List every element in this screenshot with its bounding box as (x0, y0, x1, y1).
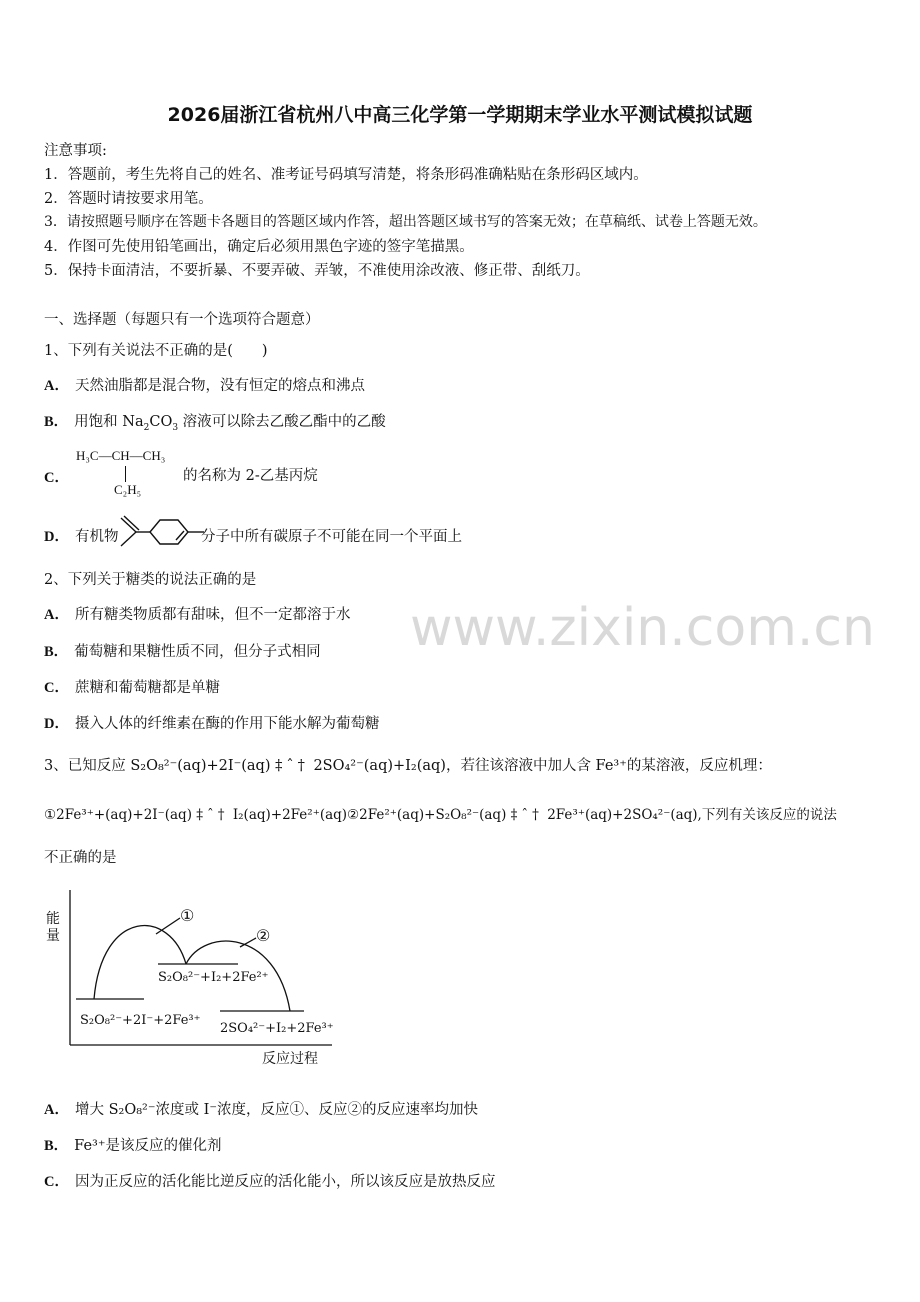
pointer-line-1 (156, 918, 180, 934)
q1-option-b: B． 用饱和 $Na_2CO_3$ 溶液可以除去乙酸乙酯中的乙酸 (44, 414, 386, 433)
curve-reaction-1 (94, 926, 186, 999)
energy-diagram (44, 888, 344, 1068)
q1-option-d: D． 有机物 (44, 529, 119, 545)
q3-mechanism: ①2Fe³⁺+(aq)+2I⁻(aq) ‡ˆ† I₂(aq)+2Fe²⁺(aq)②2Fe²⁺(aq)+S₂O₈²⁻(aq) ‡ˆ† 2Fe³⁺(aq)+2SO₄²⁻(aq),下列有关该反应的说法 (44, 807, 837, 823)
peak-label-2: ② (256, 926, 271, 945)
q2-option-b: B． 葡萄糖和果糖性质不同，但分子式相同 (44, 644, 321, 660)
q3-stem-end: 不正确的是 (44, 850, 117, 866)
structural-formula-top: H₃C—CH—CH₃ (76, 448, 166, 463)
intermediate-state-label: S₂O₈²⁻+I₂+2Fe²⁺ (158, 970, 269, 985)
bond-line (125, 466, 126, 482)
notice-item: 4．作图可先使用铅笔画出，确定后必须用黑色字迹的签字笔描黑。 (44, 239, 474, 255)
section-heading: 一、选择题（每题只有一个选项符合题意） (44, 312, 320, 328)
q2-stem: 2、下列关于糖类的说法正确的是 (44, 572, 257, 588)
structural-formula-bottom: C₂H₅ (114, 482, 142, 497)
q1-stem: 1、下列有关说法不正确的是( ) (44, 343, 268, 359)
y-axis-label-2: 量 (46, 928, 60, 944)
notice-item: 2．答题时请按要求用笔。 (44, 191, 213, 207)
q1-option-a: A． 天然油脂都是混合物，没有恒定的熔点和沸点 (44, 378, 365, 394)
notice-heading: 注意事项: (44, 143, 107, 159)
q2-option-a: A． 所有糖类物质都有甜味，但不一定都溶于水 (44, 607, 351, 623)
notice-item: 3．请按照题号顺序在答题卡各题目的答题区域内作答，超出答题区域书写的答案无效；在草稿纸、试卷上答题无效。 (44, 214, 767, 230)
cyclohexene-molecule-image (118, 514, 206, 550)
start-state-label: S₂O₈²⁻+2I⁻+2Fe³⁺ (80, 1013, 201, 1028)
q3-option-b: B． Fe³⁺是该反应的催化剂 (44, 1138, 222, 1154)
q3-stem: 3、已知反应 S₂O₈²⁻(aq)+2I⁻(aq) ‡ˆ† 2SO₄²⁻(aq)+I₂(aq)，若往该溶液中加人含 Fe³⁺的某溶液，反应机理： (44, 758, 772, 774)
q2-option-d: D． 摄入人体的纤维素在酶的作用下能水解为葡萄糖 (44, 716, 380, 732)
q3-option-c: C． 因为正反应的活化能比逆反应的活化能小，所以该反应是放热反应 (44, 1174, 496, 1190)
watermark: www.zixin.com.cn (410, 598, 875, 658)
q2-option-c: C． 蔗糖和葡萄糖都是单糖 (44, 680, 220, 696)
notice-item: 1．答题前，考生先将自己的姓名、准考证号码填写清楚，将条形码准确粘贴在条形码区域内。 (44, 167, 648, 183)
peak-label-1: ① (180, 906, 195, 925)
q1-option-c-text: 的名称为 2-乙基丙烷 (183, 468, 318, 484)
page-title: 2026届浙江省杭州八中高三化学第一学期期末学业水平测试模拟试题 (167, 104, 753, 126)
y-axis-label-1: 能 (46, 911, 60, 927)
q1-option-d-text: 分子中所有碳原子不可能在同一个平面上 (201, 529, 462, 545)
q1-option-c-label: C． (44, 470, 69, 486)
end-state-label: 2SO₄²⁻+I₂+2Fe³⁺ (220, 1021, 334, 1036)
notice-item: 5．保持卡面清洁，不要折暴、不要弄破、弄皱，不准使用涂改液、修正带、刮纸刀。 (44, 263, 590, 279)
q3-option-a: A． 增大 S₂O₈²⁻浓度或 I⁻浓度，反应①、反应②的反应速率均加快 (44, 1102, 478, 1118)
x-axis-label: 反应过程 (262, 1051, 318, 1067)
